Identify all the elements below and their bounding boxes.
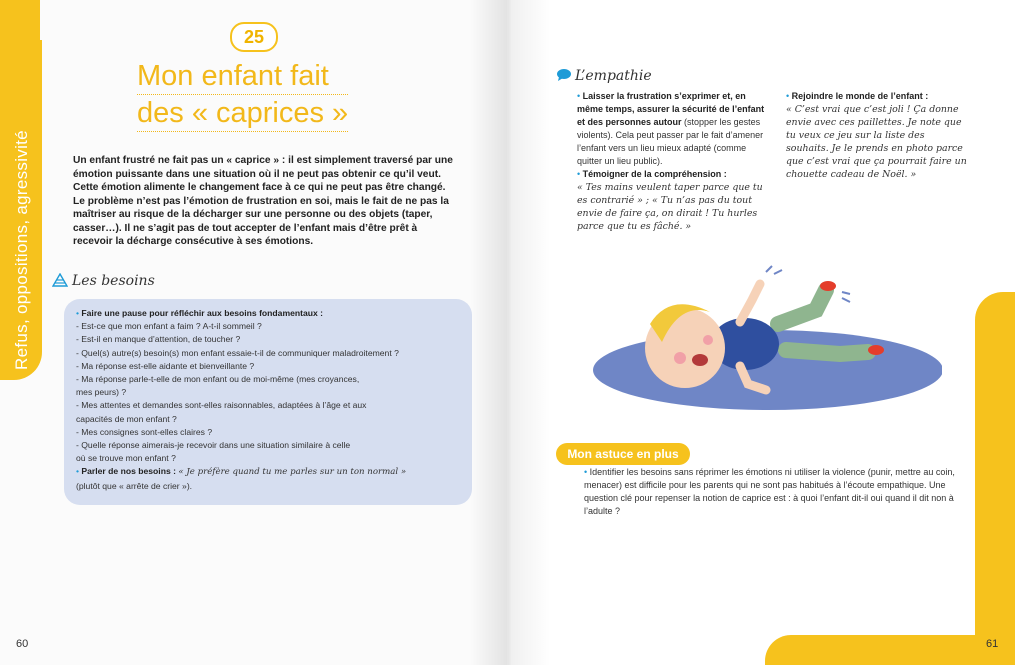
intro-paragraph: Un enfant frustré ne fait pas un « caprice » : il est simplement traversé par une émotion puissante dans une situation où il ne peut pas obtenir ce qu’il veut. Cette émotion alimente le changement face à ce qui ne peut pas être changé. Le problème n’est pas l’émotion de frustration en soi, mais le fait de ne pas la maîtriser au risque de la décharger sur une personne ou des objets (taper, casser…). Il ne s’agit pas de tout accepter de l’enfant mais d’être prêt à recevoir la décharge consécutive à ses émotions.	[73, 155, 453, 247]
needs-bullet-2: • Parler de nos besoins : « Je préfère quand tu me parles sur un ton normal »	[76, 466, 407, 478]
empathy-column-1	[577, 90, 769, 233]
needs-bullet-2-title: Parler de nos besoins :	[81, 466, 176, 477]
left-chapter-tab	[0, 40, 42, 380]
chapter-side-title: Refus, oppositions, agressivité	[12, 130, 31, 370]
astuce-badge: Mon astuce en plus	[556, 443, 690, 465]
right-bottom-decoration	[765, 635, 1015, 665]
needs-question: - Ma réponse parle-t-elle de mon enfant ou de moi-même (mes croyances,	[76, 374, 360, 385]
empathy-bullet-2-title: Témoigner de la compréhension :	[582, 169, 727, 179]
astuce-text: • Identifier les besoins sans réprimer les émotions ni utiliser la violence (punir, mettre au coin, menacer) est difficile pour les parents qui ne sont pas habitués à l’écoute empathique. Une question clé pour repenser la notion de caprice est : à quoi l’enfant dit-il oui quand il dit non à l’adulte ?	[584, 467, 955, 516]
pyramid-icon	[52, 273, 68, 287]
needs-question: - Mes attentes et demandes sont-elles raisonnables, adaptées à l’âge et aux	[76, 400, 367, 411]
needs-question: où se trouve mon enfant ?	[76, 453, 176, 464]
empathy-heading-text: L’empathie	[575, 68, 652, 84]
empathy-bullet-1-title: Laisser la frustration s’exprimer et, en même temps, assurer la sécurité de l’enfant et des personnes autour	[577, 91, 765, 127]
empathy-bullet-1-text: (stopper les gestes violents). Cela peut passer par le fait d’amener l’enfant vers un lieu mieux adapté (comme quitter un lieu public).	[577, 117, 764, 166]
needs-question: capacités de mon enfant ?	[76, 413, 177, 424]
needs-question: - Mes consignes sont-elles claires ?	[76, 426, 213, 437]
needs-question: - Quel(s) autre(s) besoin(s) mon enfant essaie-t-il de communiquer maladroitement ?	[76, 347, 399, 358]
needs-bullet-2-quote: « Je préfère quand tu me parles sur un ton normal »	[178, 467, 407, 478]
title-line-2: des « caprices »	[137, 95, 348, 132]
needs-list	[76, 307, 466, 493]
astuce-text-body: Identifier les besoins sans réprimer les émotions ni utiliser la violence (punir, mettre au coin, menacer) est difficile pour les parents qui ne sont pas habitués à l’écoute empathique. Une question clé pour repenser la notion de caprice est : à quoi l’enfant dit-il oui quand il dit non à l’adulte ?	[584, 467, 955, 516]
tantrum-child-illustration	[590, 262, 942, 420]
empathy-bullet-3: • Rejoindre le monde de l’enfant :	[786, 91, 929, 101]
needs-bullet-1-title: Faire une pause pour réfléchir aux besoins fondamentaux :	[81, 308, 324, 318]
empathy-bullet-2: • Témoigner de la compréhension :	[577, 169, 727, 179]
needs-question: - Ma réponse est-elle aidante et bienveillante ?	[76, 360, 255, 371]
empathy-heading	[556, 68, 652, 84]
needs-heading	[52, 273, 155, 289]
needs-bullet-1: • Faire une pause pour réfléchir aux besoins fondamentaux :	[76, 308, 324, 318]
needs-question: - Quelle réponse aimerais-je recevoir dans une situation similaire à celle	[76, 440, 351, 451]
right-side-decoration	[975, 292, 1015, 665]
empathy-bullet-1: • Laisser la frustration s’exprimer et, en même temps, assurer la sécurité de l’enfant et des personnes autour (stopper les gestes violents). Cela peut passer par le fait d’amener l’enfant vers un lieu mieux adapté (comme quitter un lieu public).	[577, 91, 765, 166]
needs-question: mes peurs) ?	[76, 387, 127, 398]
page-title	[137, 58, 348, 132]
needs-question: - Est-ce que mon enfant a faim ? A-t-il sommeil ?	[76, 321, 262, 332]
speech-bubble-icon	[556, 68, 572, 82]
title-line-1: Mon enfant fait	[137, 58, 348, 95]
page-number-left: 60	[16, 638, 29, 650]
empathy-column-2	[786, 90, 968, 181]
empathy-bullet-3-quote: « C’est vrai que c’est joli ! Ça donne envie avec ces paillettes. Je note que tu veux ce jeu sur la liste des souhaits. Je le prends en photo parce que c’est vrai que ça pourrait faire un chouette cadeau de Noël. »	[786, 104, 967, 180]
needs-question: - Est-il en manque d’attention, de toucher ?	[76, 334, 241, 345]
empathy-bullet-2-quote: « Tes mains veulent taper parce que tu es contrarié » ; « Tu n’as pas du tout envie de faire ça, on dirait ! Tu hurles parce que tu es fâché. »	[577, 182, 763, 232]
page-number-right: 61	[986, 638, 999, 650]
needs-heading-text: Les besoins	[72, 273, 155, 289]
empathy-bullet-3-title: Rejoindre le monde de l’enfant :	[791, 91, 929, 101]
chapter-number-badge: 25	[230, 22, 278, 52]
needs-bullet-2-end: (plutôt que « arrête de crier »).	[76, 480, 193, 491]
